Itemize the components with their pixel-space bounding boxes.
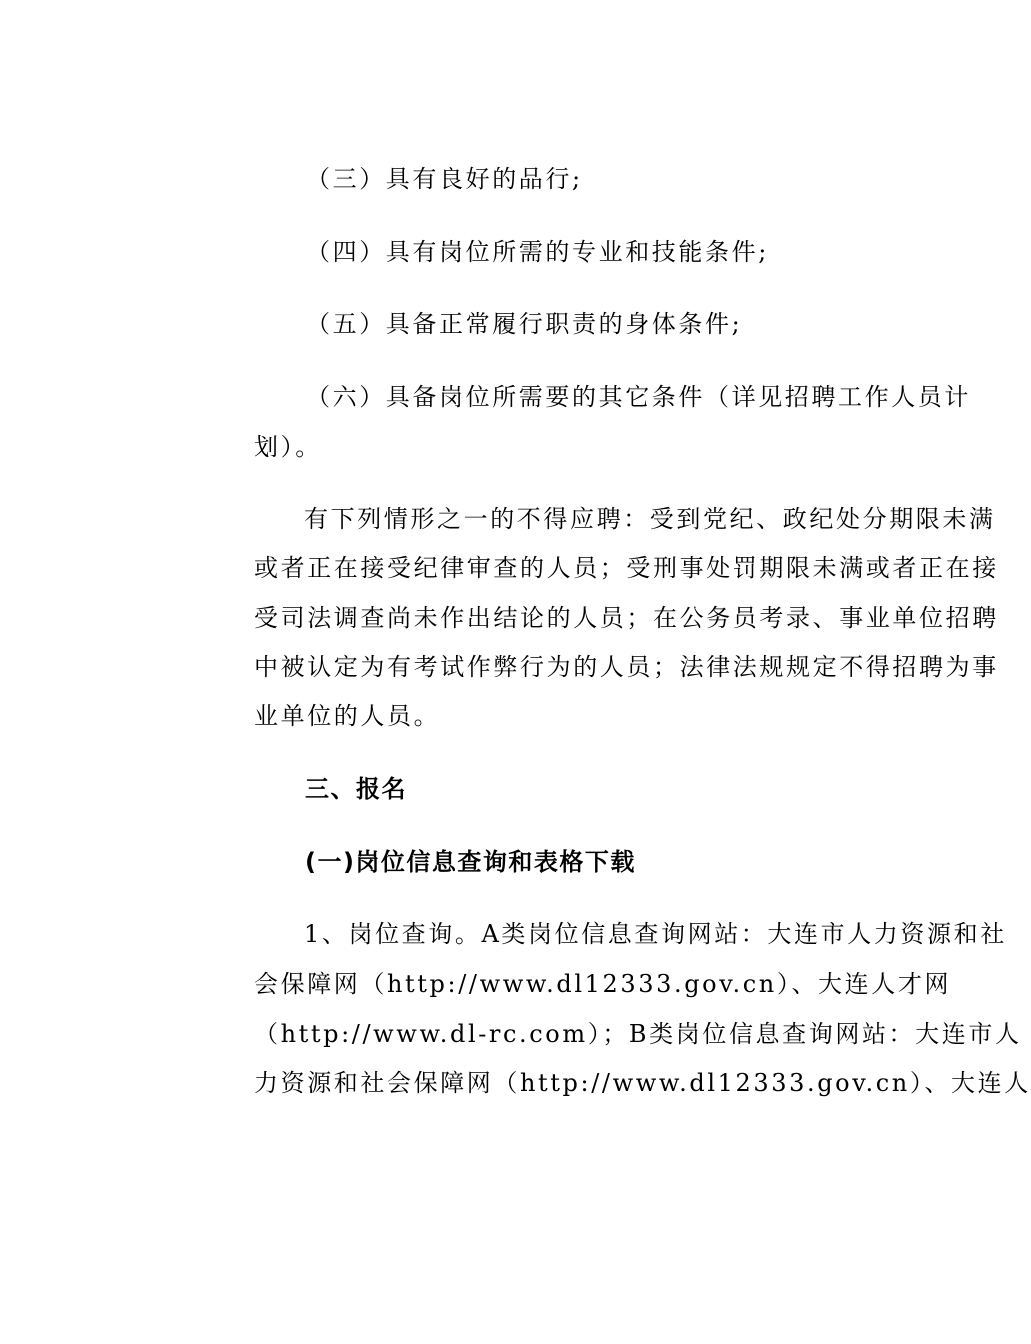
condition-5: （五）具备正常履行职责的身体条件; (306, 310, 743, 338)
condition-6-line-2: 划）。 (254, 433, 322, 461)
condition-4: （四）具有岗位所需的专业和技能条件; (306, 238, 769, 266)
exclusion-paragraph-line-2: 或者正在接受纪律审查的人员；受刑事处罚期限未满或者正在接 (254, 554, 999, 582)
exclusion-paragraph-line-4: 中被认定为有考试作弊行为的人员；法律法规规定不得招聘为事 (254, 653, 999, 681)
exclusion-paragraph-line-1: 有下列情形之一的不得应聘：受到党纪、政纪处分期限未满 (304, 505, 996, 533)
exclusion-paragraph-line-5: 业单位的人员。 (254, 702, 441, 730)
position-query-line-2: 会保障网（http://www.dl12333.gov.cn）、大连人才网 (254, 970, 952, 998)
position-query-line-1: 1、岗位查询。A类岗位信息查询网站：大连市人力资源和社 (304, 920, 1007, 948)
position-query-line-3: （http://www.dl-rc.com）；B类岗位信息查询网站：大连市人 (254, 1020, 1022, 1048)
exclusion-paragraph-line-3: 受司法调查尚未作出结论的人员；在公务员考录、事业单位招聘 (254, 604, 999, 632)
position-query-line-4: 力资源和社会保障网（http://www.dl12333.gov.cn）、大连人 (254, 1069, 1031, 1097)
section-heading-registration: 三、报名 (305, 775, 407, 803)
condition-3: （三）具有良好的品行; (306, 165, 583, 193)
subsection-heading-position-query: (一)岗位信息查询和表格下载 (305, 848, 636, 876)
condition-6-line-1: （六）具备岗位所需要的其它条件（详见招聘工作人员计 (306, 383, 971, 411)
